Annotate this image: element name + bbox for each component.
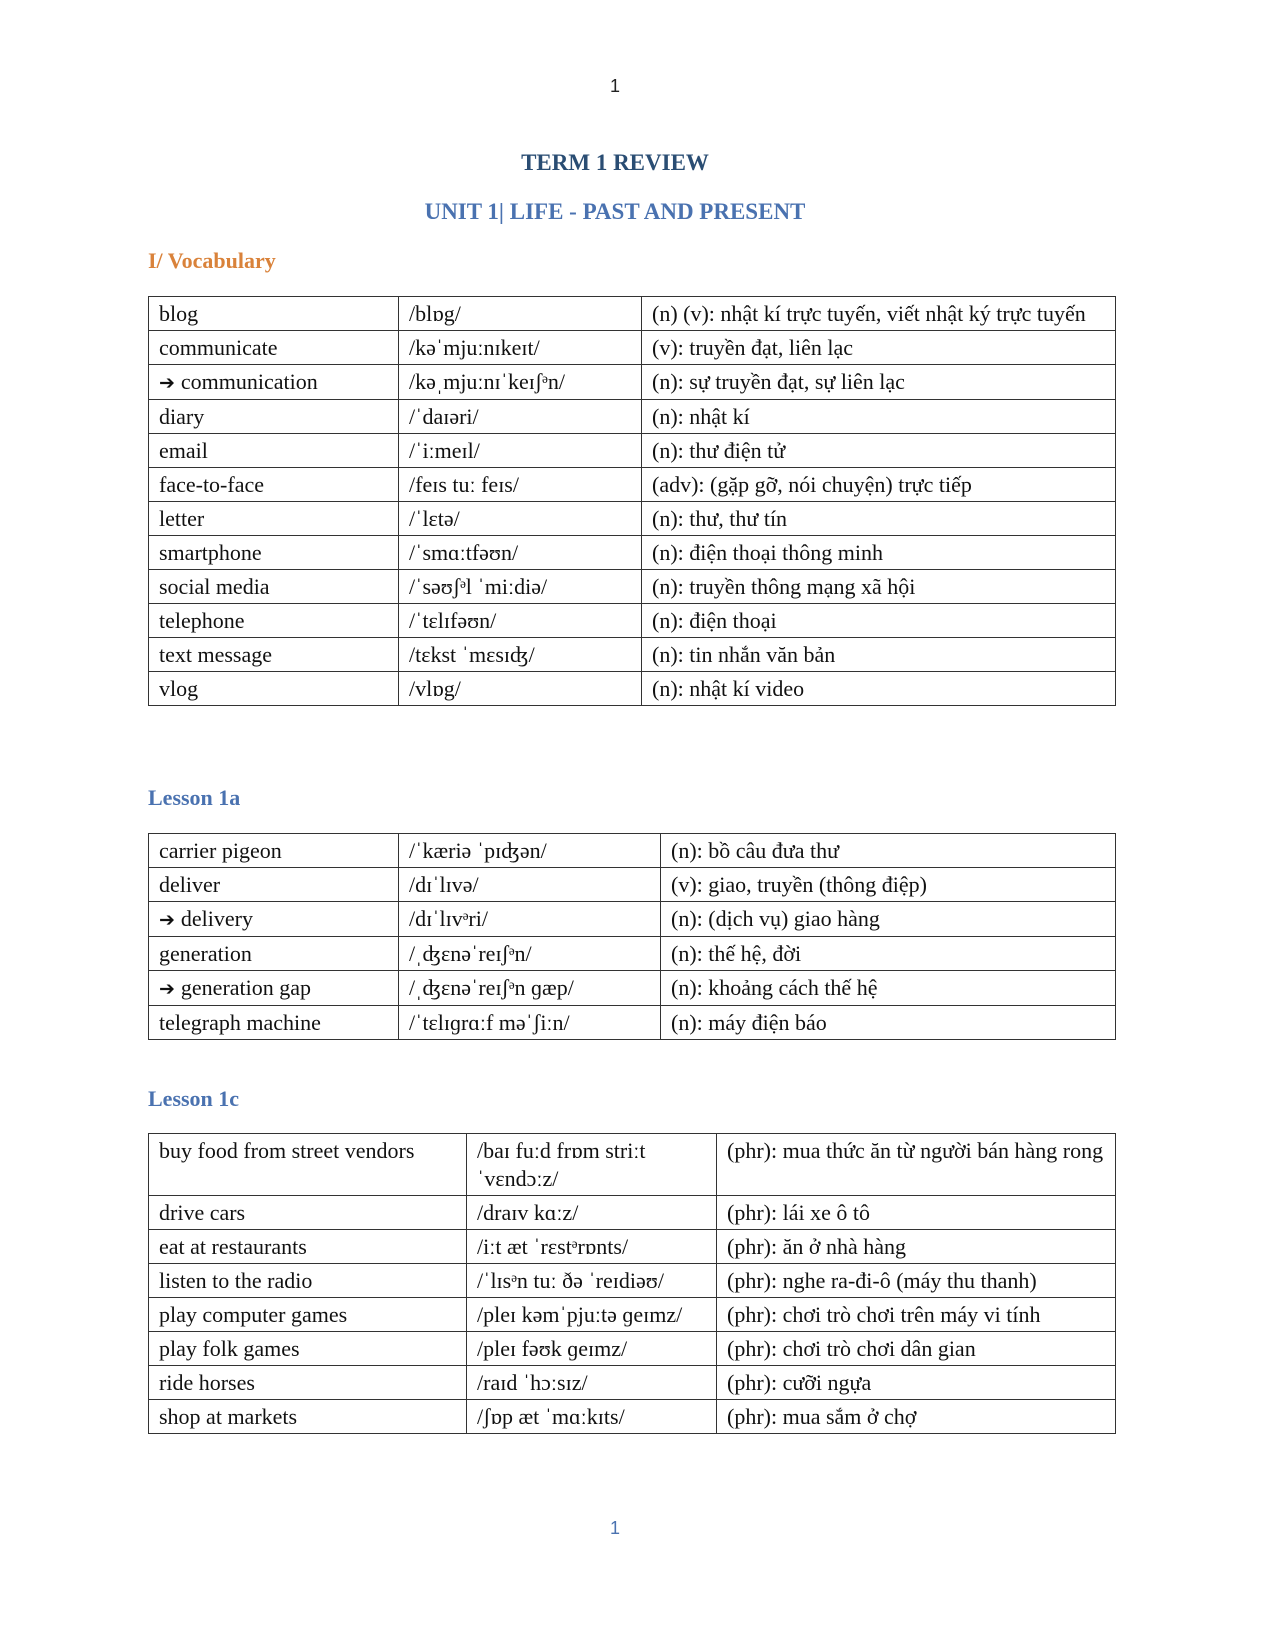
ipa-cell: /tɛkst ˈmɛsɪʤ/ [399, 638, 642, 672]
section-heading-lesson-1a: Lesson 1a [148, 785, 241, 810]
document-title: TERM 1 REVIEW [521, 150, 709, 175]
word-text: play folk games [159, 1336, 300, 1361]
table-row [149, 1196, 1116, 1230]
ipa-cell: /dɪˈlɪvᵊri/ [399, 902, 661, 937]
table-row [149, 604, 1116, 638]
word-cell [149, 468, 399, 502]
word-cell [149, 502, 399, 536]
arrow-right-icon: ➔ [159, 978, 175, 1000]
word-cell [149, 638, 399, 672]
word-cell [149, 570, 399, 604]
table-row [149, 1400, 1116, 1434]
ipa-cell: /ˈdaɪəri/ [399, 400, 642, 434]
table-row [149, 365, 1116, 400]
word-text: vlog [159, 676, 199, 701]
ipa-cell: /ˈtɛlɪɡrɑːf məˈʃiːn/ [399, 1006, 661, 1040]
word-cell [149, 365, 399, 400]
word-cell [149, 902, 399, 937]
word-cell [149, 604, 399, 638]
table-row [149, 570, 1116, 604]
table-row [149, 400, 1116, 434]
word-cell [149, 672, 399, 706]
word-cell [149, 834, 399, 868]
word-cell [149, 297, 399, 331]
table-row [149, 672, 1116, 706]
word-text: shop at markets [159, 1404, 298, 1429]
ipa-cell: /raɪd ˈhɔːsɪz/ [467, 1366, 717, 1400]
word-cell [149, 1006, 399, 1040]
meaning-cell: (n): truyền thông mạng xã hội [642, 570, 1116, 604]
word-text: telegraph machine [159, 1010, 321, 1035]
meaning-cell: (n): thư, thư tín [642, 502, 1116, 536]
table-row [149, 468, 1116, 502]
ipa-cell: /iːt æt ˈrɛstᵊrɒnts/ [467, 1230, 717, 1264]
ipa-cell: /dɪˈlɪvə/ [399, 868, 661, 902]
table-row [149, 1298, 1116, 1332]
ipa-cell: /feɪs tuː feɪs/ [399, 468, 642, 502]
word-text: blog [159, 301, 199, 326]
unit-title: UNIT 1| LIFE - PAST AND PRESENT [424, 199, 806, 224]
word-cell [149, 1400, 467, 1434]
word-text: email [159, 438, 208, 463]
word-text: eat at restaurants [159, 1234, 307, 1259]
word-cell [149, 868, 399, 902]
meaning-cell: (n): khoảng cách thế hệ [661, 971, 1116, 1006]
word-cell [149, 971, 399, 1006]
meaning-cell: (phr): lái xe ô tô [717, 1196, 1116, 1230]
word-text: drive cars [159, 1200, 246, 1225]
meaning-cell: (n) (v): nhật kí trực tuyến, viết nhật ký trực tuyến [642, 297, 1116, 331]
meaning-cell: (adv): (gặp gỡ, nói chuyện) trực tiếp [642, 468, 1116, 502]
table-row [149, 1264, 1116, 1298]
meaning-cell: (n): điện thoại thông minh [642, 536, 1116, 570]
meaning-cell: (n): nhật kí [642, 400, 1116, 434]
word-text: communicate [159, 335, 278, 360]
table-row [149, 536, 1116, 570]
meaning-cell: (n): thế hệ, đời [661, 937, 1116, 971]
meaning-cell: (n): điện thoại [642, 604, 1116, 638]
word-text: text message [159, 642, 273, 667]
word-text: smartphone [159, 540, 262, 565]
meaning-cell: (n): tin nhắn văn bản [642, 638, 1116, 672]
word-text: play computer games [159, 1302, 348, 1327]
word-text: generation gap [180, 975, 312, 1000]
meaning-cell: (n): (dịch vụ) giao hàng [661, 902, 1116, 937]
section-heading-vocabulary: I/ Vocabulary [148, 248, 276, 273]
meaning-cell: (n): thư điện tử [642, 434, 1116, 468]
ipa-cell: /kəˈmjuːnɪkeɪt/ [399, 331, 642, 365]
word-text: listen to the radio [159, 1268, 313, 1293]
ipa-cell: /ˈtɛlɪfəʊn/ [399, 604, 642, 638]
word-cell [149, 1196, 467, 1230]
lesson-1c-table [148, 1133, 1116, 1434]
word-cell [149, 331, 399, 365]
table-row [149, 434, 1116, 468]
word-text: telephone [159, 608, 245, 633]
meaning-cell: (phr): cưỡi ngựa [717, 1366, 1116, 1400]
table-row [149, 1134, 1116, 1196]
meaning-cell: (phr): mua thức ăn từ người bán hàng rong [717, 1134, 1116, 1196]
ipa-cell: /ʃɒp æt ˈmɑːkɪts/ [467, 1400, 717, 1434]
word-cell [149, 1366, 467, 1400]
arrow-right-icon: ➔ [159, 909, 175, 931]
table-row [149, 638, 1116, 672]
word-cell [149, 937, 399, 971]
meaning-cell: (phr): ăn ở nhà hàng [717, 1230, 1116, 1264]
word-cell [149, 1230, 467, 1264]
word-text: generation [159, 941, 252, 966]
page-number-bottom: 1 [609, 1518, 620, 1538]
word-text: communication [180, 369, 318, 394]
word-cell [149, 1264, 467, 1298]
ipa-cell: /ˈlɛtə/ [399, 502, 642, 536]
word-cell [149, 1332, 467, 1366]
lesson-1a-table [148, 833, 1116, 1040]
meaning-cell: (phr): chơi trò chơi dân gian [717, 1332, 1116, 1366]
word-text: buy food from street vendors [159, 1138, 415, 1163]
table-row [149, 331, 1116, 365]
table-row [149, 868, 1116, 902]
ipa-cell: /ˈsmɑːtfəʊn/ [399, 536, 642, 570]
section-heading-lesson-1c: Lesson 1c [148, 1086, 240, 1111]
word-text: face-to-face [159, 472, 265, 497]
ipa-cell: /ˌʤɛnəˈreɪʃᵊn ɡæp/ [399, 971, 661, 1006]
table-row [149, 1332, 1116, 1366]
table-row [149, 1230, 1116, 1264]
table-row [149, 902, 1116, 937]
word-text: social media [159, 574, 270, 599]
word-text: diary [159, 404, 205, 429]
word-text: delivery [180, 906, 254, 931]
ipa-cell: /ˌʤɛnəˈreɪʃᵊn/ [399, 937, 661, 971]
meaning-cell: (n): nhật kí video [642, 672, 1116, 706]
ipa-cell: /baɪ fuːd frɒm striːt ˈvɛndɔːz/ [467, 1134, 717, 1196]
meaning-cell: (phr): mua sắm ở chợ [717, 1400, 1116, 1434]
word-text: ride horses [159, 1370, 255, 1395]
ipa-cell: /pleɪ fəʊk ɡeɪmz/ [467, 1332, 717, 1366]
arrow-right-icon: ➔ [159, 372, 175, 394]
ipa-cell: /kəˌmjuːnɪˈkeɪʃᵊn/ [399, 365, 642, 400]
table-row [149, 1366, 1116, 1400]
ipa-cell: /ˈiːmeɪl/ [399, 434, 642, 468]
meaning-cell: (n): máy điện báo [661, 1006, 1116, 1040]
table-row [149, 971, 1116, 1006]
word-text: deliver [159, 872, 221, 897]
word-cell [149, 1298, 467, 1332]
meaning-cell: (v): giao, truyền (thông điệp) [661, 868, 1116, 902]
word-text: letter [159, 506, 205, 531]
ipa-cell: /ˈlɪsᵊn tuː ðə ˈreɪdiəʊ/ [467, 1264, 717, 1298]
ipa-cell: /pleɪ kəmˈpjuːtə ɡeɪmz/ [467, 1298, 717, 1332]
meaning-cell: (v): truyền đạt, liên lạc [642, 331, 1116, 365]
meaning-cell: (phr): chơi trò chơi trên máy vi tính [717, 1298, 1116, 1332]
meaning-cell: (phr): nghe ra-đi-ô (máy thu thanh) [717, 1264, 1116, 1298]
word-cell [149, 434, 399, 468]
table-row [149, 1006, 1116, 1040]
ipa-cell: /blɒg/ [399, 297, 642, 331]
ipa-cell: /vlɒg/ [399, 672, 642, 706]
ipa-cell: /ˈsəʊʃᵊl ˈmiːdiə/ [399, 570, 642, 604]
word-cell [149, 1134, 467, 1196]
word-text: carrier pigeon [159, 838, 282, 863]
word-cell [149, 536, 399, 570]
meaning-cell: (n): sự truyền đạt, sự liên lạc [642, 365, 1116, 400]
table-row [149, 502, 1116, 536]
ipa-cell: /draɪv kɑːz/ [467, 1196, 717, 1230]
table-row [149, 297, 1116, 331]
table-row [149, 834, 1116, 868]
vocabulary-table [148, 296, 1116, 706]
meaning-cell: (n): bồ câu đưa thư [661, 834, 1116, 868]
page-number-top: 1 [609, 76, 620, 96]
ipa-cell: /ˈkæriə ˈpɪʤən/ [399, 834, 661, 868]
word-cell [149, 400, 399, 434]
table-row [149, 937, 1116, 971]
